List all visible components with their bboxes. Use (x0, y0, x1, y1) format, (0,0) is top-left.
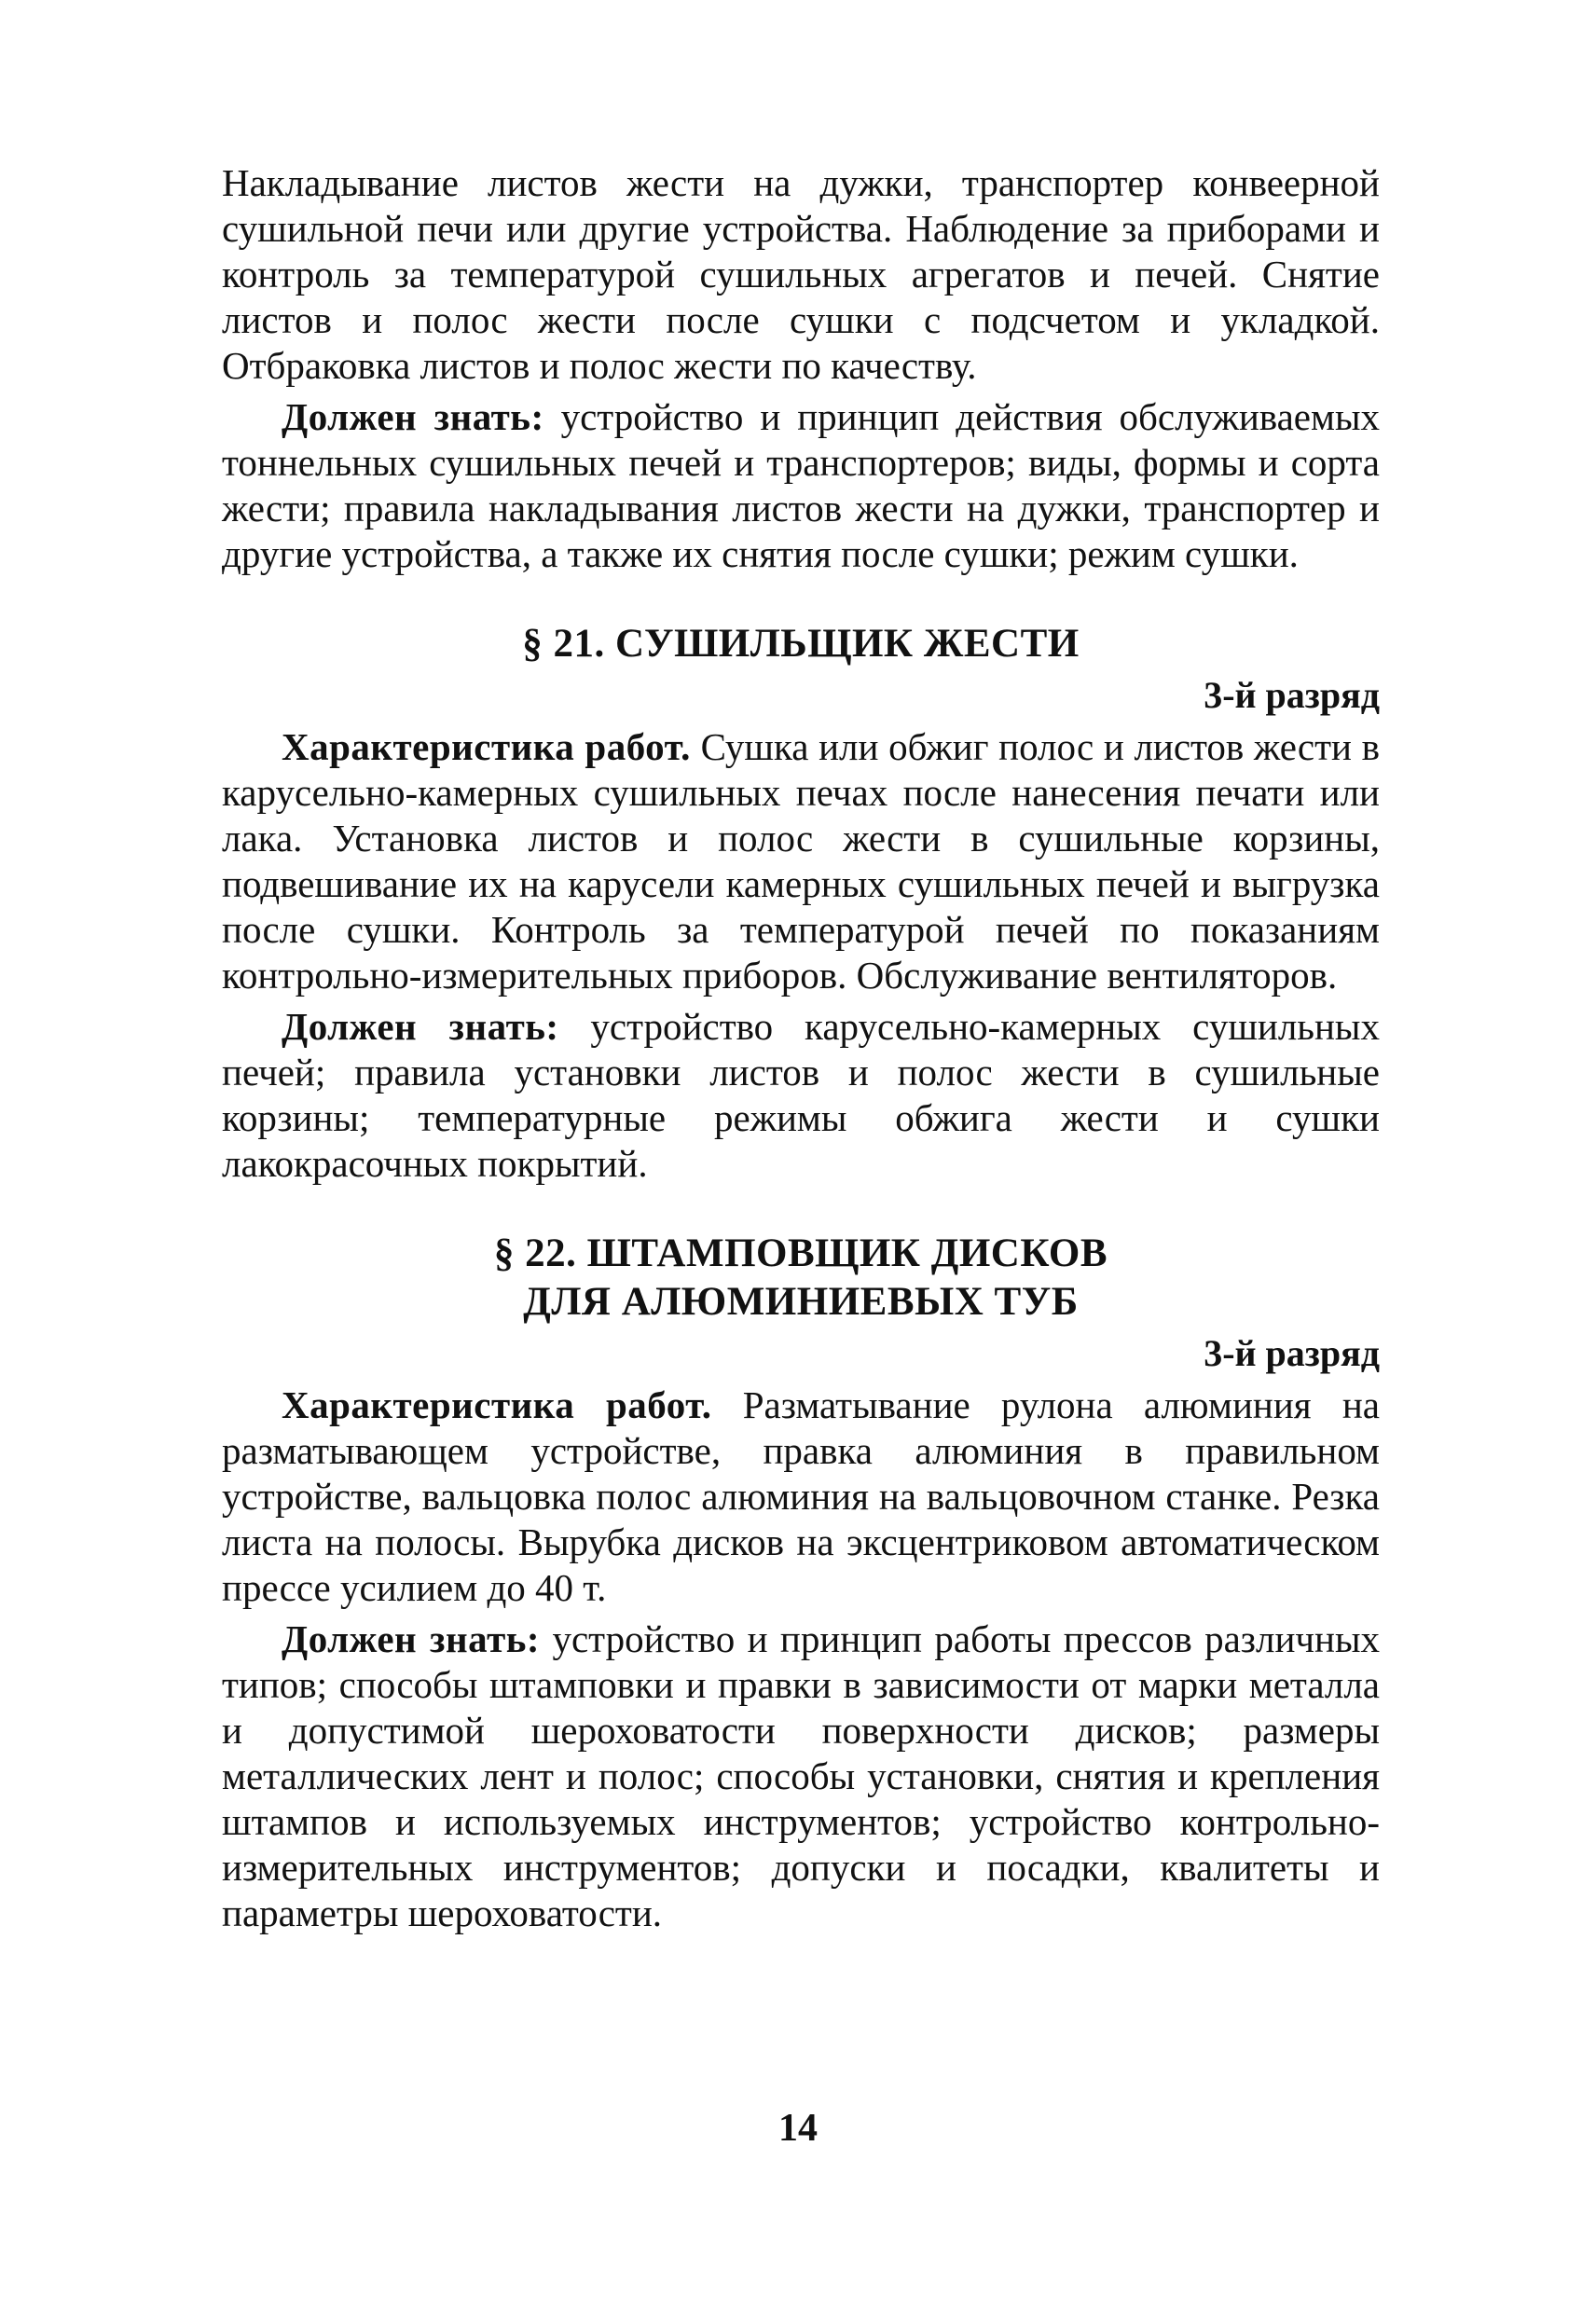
knowledge-lead: Должен знать: (282, 1005, 559, 1048)
section-21-title-text: § 21. СУШИЛЬЩИК ЖЕСТИ (522, 622, 1080, 666)
section-22-grade: 3-й разряд (1204, 1332, 1380, 1374)
section-21-characteristics (222, 724, 1380, 998)
section-21-grade: 3-й разряд (1204, 674, 1380, 716)
knowledge-text: устройство карусельно-камерных сушильных печей; правила установки листов и полос жести в сушильные корзины; температурные режимы обжига жести и сушки лакокрасочных покрытий. (222, 1005, 1380, 1185)
characteristics-text: Сушка или обжиг полос и листов жести в карусельно-камерных сушильных печах после нанесения печати или лака. Установка листов и полос жести в сушильные корзины, подвешивание их на карусели камерных сушильных печей и выгрузка после сушки. Контроль за температурой печей по показаниям контрольно-измерительных приборов. Обслуживание вентиляторов. (222, 725, 1380, 997)
characteristics-lead: Характеристика работ. (282, 1383, 712, 1426)
section-22-title-line-2: ДЛЯ АЛЮМИНИЕВЫХ ТУБ (523, 1280, 1079, 1324)
characteristics-lead: Характеристика работ. (282, 725, 691, 768)
page-body (222, 160, 1380, 1936)
characteristics-text: Разматывание рулона алюминия на разматывающем устройстве, правка алюминия в правильном устройстве, вальцовка полос алюминия на вальцовочном станке. Резка листа на полосы. Вырубка дисков на эксцентриковом автоматическом прессе усилием до 40 т. (222, 1383, 1380, 1609)
knowledge-text: устройство и принцип работы прессов различных типов; способы штамповки и правки в зависимости от марки металла и допустимой шероховатости поверхности дисков; размеры металлических лент и полос; способы установки, снятия и крепления штампов и используемых инструментов; устройство контрольно-измерительных инструментов; допуски и посадки, квалитеты и параметры шероховатости. (222, 1617, 1380, 1934)
section-22-knowledge (222, 1616, 1380, 1936)
page-number: 14 (778, 2107, 818, 2150)
section-22-title-line-1: § 22. ШТАМПОВЩИК ДИСКОВ (493, 1231, 1108, 1275)
intro-knowledge-paragraph (222, 394, 1380, 577)
knowledge-text: устройство и принцип действия обслуживаемых тоннельных сушильных печей и транспортеров; виды, формы и сорта жести; правила накладывания листов жести на дужки, транспортер и другие устройства, а также их снятия после сушки; режим сушки. (222, 395, 1380, 575)
section-21-knowledge (222, 1004, 1380, 1187)
knowledge-lead: Должен знать: (282, 395, 544, 438)
knowledge-lead: Должен знать: (282, 1617, 541, 1660)
section-22-characteristics (222, 1382, 1380, 1611)
intro-paragraph: Накладывание листов жести на дужки, транспортер конвеерной сушильной печи или другие устройства. Наблюдение за приборами и контроль за температурой сушильных агрегатов и печей. Снятие листов и полос жести после сушки с подсчетом и укладкой. Отбраковка листов и полос жести по качеству. (222, 161, 1380, 387)
section-22-title (222, 1230, 1380, 1327)
section-21-title (222, 620, 1380, 668)
